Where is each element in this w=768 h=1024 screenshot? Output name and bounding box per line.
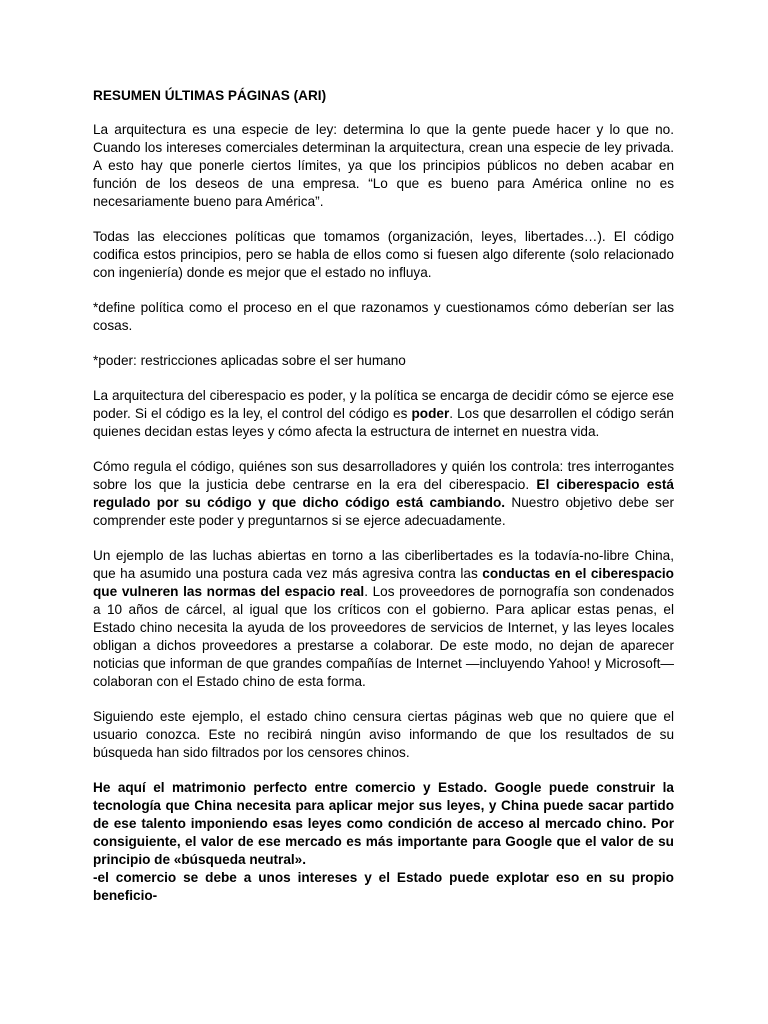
paragraph-8: Siguiendo este ejemplo, el estado chino censura ciertas páginas web que no quiere que el usuario conozca. Este no recibirá ningún aviso informando de que los resultados de su búsqueda han sido filtrados por los censores chinos. [93, 709, 674, 760]
paragraph-6-text-c: Nuestro objetivo debe ser comprender este poder y preguntarnos si se ejerce adecuadamente. [93, 495, 675, 528]
paragraph-5 [93, 387, 674, 441]
paragraph-5-bold: poder [411, 406, 450, 421]
paragraph-7-text-a: Un ejemplo de las luchas abiertas en torno a las ciberlibertades es la todavía-no-libre China, que ha asumido una postura cada vez más agresiva contra las [93, 548, 674, 581]
paragraph-6-bold: El ciberespacio está regulado por su código y que dicho código está cambiando. [93, 477, 674, 510]
paragraph-5-text-a: La arquitectura del ciberespacio es poder, y la política se encarga de decidir cómo se ejerce ese poder. Si el código es la ley, el control del código es [93, 388, 674, 421]
paragraph-9: He aquí el matrimonio perfecto entre comercio y Estado. Google puede construir la tecnología que China necesita para aplicar mejor sus leyes, y China puede sacar partido de ese talento imponiendo esas leyes como condición de acceso al mercado chino. Por consiguiente, el valor de ese mercado es más importante para Google que el valor de su principio de «búsqueda neutral». [93, 780, 674, 867]
paragraph-1: La arquitectura es una especie de ley: determina lo que la gente puede hacer y lo que no. Cuando los intereses comerciales determinan la arquitectura, crean una especie de ley privada. A esto hay que ponerle ciertos límites, ya que los principios públicos no deben acabar en función de los deseos de una empresa. “Lo que es bueno para América online no es necesariamente bueno para América”. [93, 122, 674, 209]
paragraph-6-text-a: Cómo regula el código, quiénes son sus desarrolladores y quién los controla: tres interrogantes sobre los que la justicia debe centrarse en la era del ciberespacio. [93, 459, 674, 492]
paragraph-2: Todas las elecciones políticas que tomamos (organización, leyes, libertades…). El código codifica estos principios, pero se habla de ellos como si fuesen algo diferente (solo relacionado con ingeniería) donde es mejor que el estado no influya. [93, 229, 674, 280]
document-page [93, 87, 674, 905]
paragraph-5-text-c: . Los que desarrollen el código serán quienes decidan estas leyes y cómo afecta la estructura de internet en nuestra vida. [93, 406, 674, 439]
paragraph-7-bold: conductas en el ciberespacio que vulneren las normas del espacio real [93, 566, 674, 599]
document-title: RESUMEN ÚLTIMAS PÁGINAS (ARI) [93, 88, 327, 103]
paragraph-10: -el comercio se debe a unos intereses y el Estado puede explotar eso en su propio beneficio- [93, 870, 674, 903]
paragraph-7 [93, 547, 674, 691]
paragraph-7-text-c: . Los proveedores de pornografía son condenados a 10 años de cárcel, al igual que los críticos con el gobierno. Para aplicar estas penas, el Estado chino necesita la ayuda de los proveedores de servicios de Internet, y las leyes locales obligan a dichos proveedores a prestarse a colaborar. De este modo, no dejan de aparecer noticias que informan de que grandes compañías de Internet —incluyendo Yahoo! y Microsoft— colaboran con el Estado chino de esta forma. [93, 584, 674, 689]
paragraph-3: *define política como el proceso en el que razonamos y cuestionamos cómo deberían ser las cosas. [93, 300, 674, 333]
paragraph-4: *poder: restricciones aplicadas sobre el ser humano [93, 353, 406, 368]
paragraph-6 [93, 458, 674, 530]
